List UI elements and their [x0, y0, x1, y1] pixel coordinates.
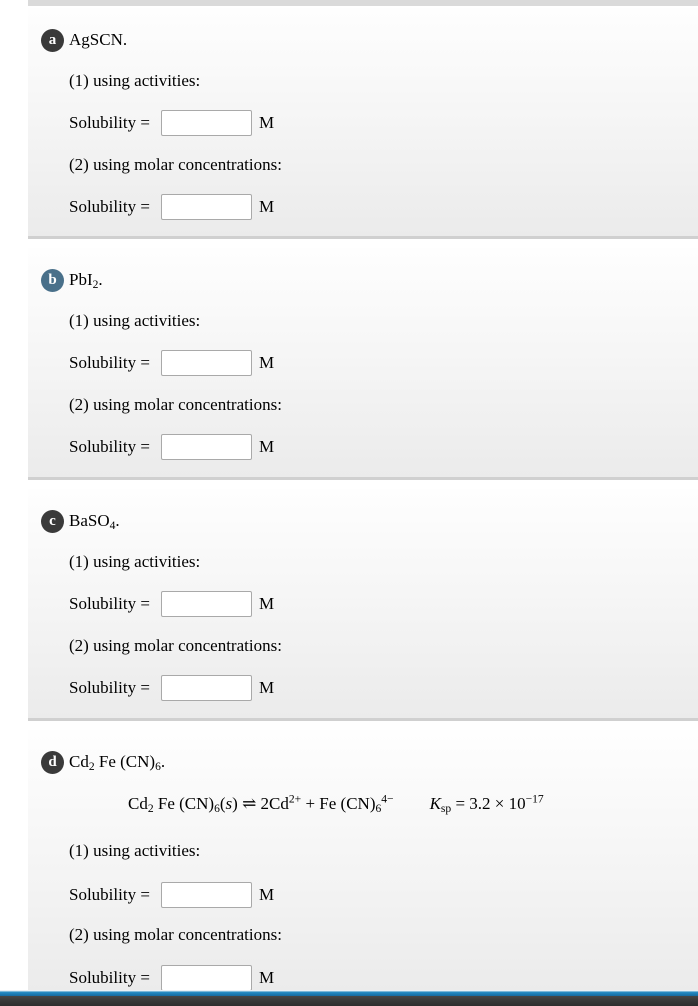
part-d-badge: d [41, 751, 64, 774]
part-b-prompt-molar: (2) using molar concentrations: [69, 395, 282, 414]
part-b-activities-solubility-input[interactable] [161, 350, 252, 376]
part-b-badge: b [41, 269, 64, 292]
part-d-prompt-activities: (1) using activities: [69, 841, 201, 860]
unit-label: M [259, 678, 275, 697]
part-d-activities-solubility-input[interactable] [161, 882, 252, 908]
solubility-label: Solubility = [69, 968, 150, 987]
dissolution-equation: $Cd_2$ Fe $(CN)_6(s)$ ⇌ $2Cd^{2+} + Fe$ $(CN)_6^{4-}$ [128, 792, 394, 815]
part-c-prompt-molar: (2) using molar concentrations: [69, 636, 282, 655]
solubility-label: Solubility = [69, 353, 150, 372]
unit-label: M [259, 885, 275, 904]
previous-section-bottom-edge [28, 0, 698, 6]
part-b-molar-answer-row [69, 434, 274, 460]
unit-label: M [259, 113, 275, 132]
part-d-header [41, 750, 165, 774]
question-part-d [28, 730, 698, 991]
part-b-activities-answer-row [69, 350, 274, 376]
part-a-molar-solubility-input[interactable] [161, 194, 252, 220]
unit-label: M [259, 437, 275, 456]
part-b-header [41, 268, 103, 292]
question-part-a [28, 8, 698, 239]
question-part-b [28, 248, 698, 480]
part-d-equation-row [128, 794, 544, 814]
solubility-label: Solubility = [69, 885, 150, 904]
part-a-prompt-molar: (2) using molar concentrations: [69, 155, 282, 174]
part-a-prompt-activities: (1) using activities: [69, 71, 201, 90]
part-c-prompt-activities: (1) using activities: [69, 552, 201, 571]
unit-label: M [259, 594, 275, 613]
part-b-molar-solubility-input[interactable] [161, 434, 252, 460]
part-c-activities-answer-row [69, 591, 274, 617]
part-a-molar-answer-row [69, 194, 274, 220]
part-c-molar-answer-row [69, 675, 274, 701]
solubility-label: Solubility = [69, 113, 150, 132]
part-a-title: AgSCN. [69, 30, 128, 49]
part-d-molar-answer-row [69, 965, 274, 991]
part-c-molar-solubility-input[interactable] [161, 675, 252, 701]
part-d-activities-answer-row [69, 882, 274, 908]
ksp-value: $K_{sp} = 3.2 \times 10^{-17}$ [429, 792, 544, 815]
unit-label: M [259, 197, 275, 216]
part-c-activities-solubility-input[interactable] [161, 591, 252, 617]
part-b-prompt-activities: (1) using activities: [69, 311, 201, 330]
taskbar-strip [0, 996, 698, 1006]
part-a-activities-solubility-input[interactable] [161, 110, 252, 136]
part-a-header [41, 28, 127, 52]
unit-label: M [259, 353, 275, 372]
question-part-c [28, 489, 698, 721]
part-d-title: $Cd_2$ Fe $(CN)_6$. [69, 752, 166, 773]
part-c-title: BaSO$_4$. [69, 511, 120, 532]
part-b-title: PbI$_2$. [69, 270, 103, 291]
solubility-label: Solubility = [69, 437, 150, 456]
solubility-label: Solubility = [69, 594, 150, 613]
solubility-label: Solubility = [69, 197, 150, 216]
unit-label: M [259, 968, 275, 987]
part-a-activities-answer-row [69, 110, 274, 136]
part-c-badge: c [41, 510, 64, 533]
part-c-header [41, 509, 120, 533]
part-d-molar-solubility-input[interactable] [161, 965, 252, 991]
part-a-badge: a [41, 29, 64, 52]
solubility-label: Solubility = [69, 678, 150, 697]
part-d-prompt-molar: (2) using molar concentrations: [69, 925, 282, 944]
